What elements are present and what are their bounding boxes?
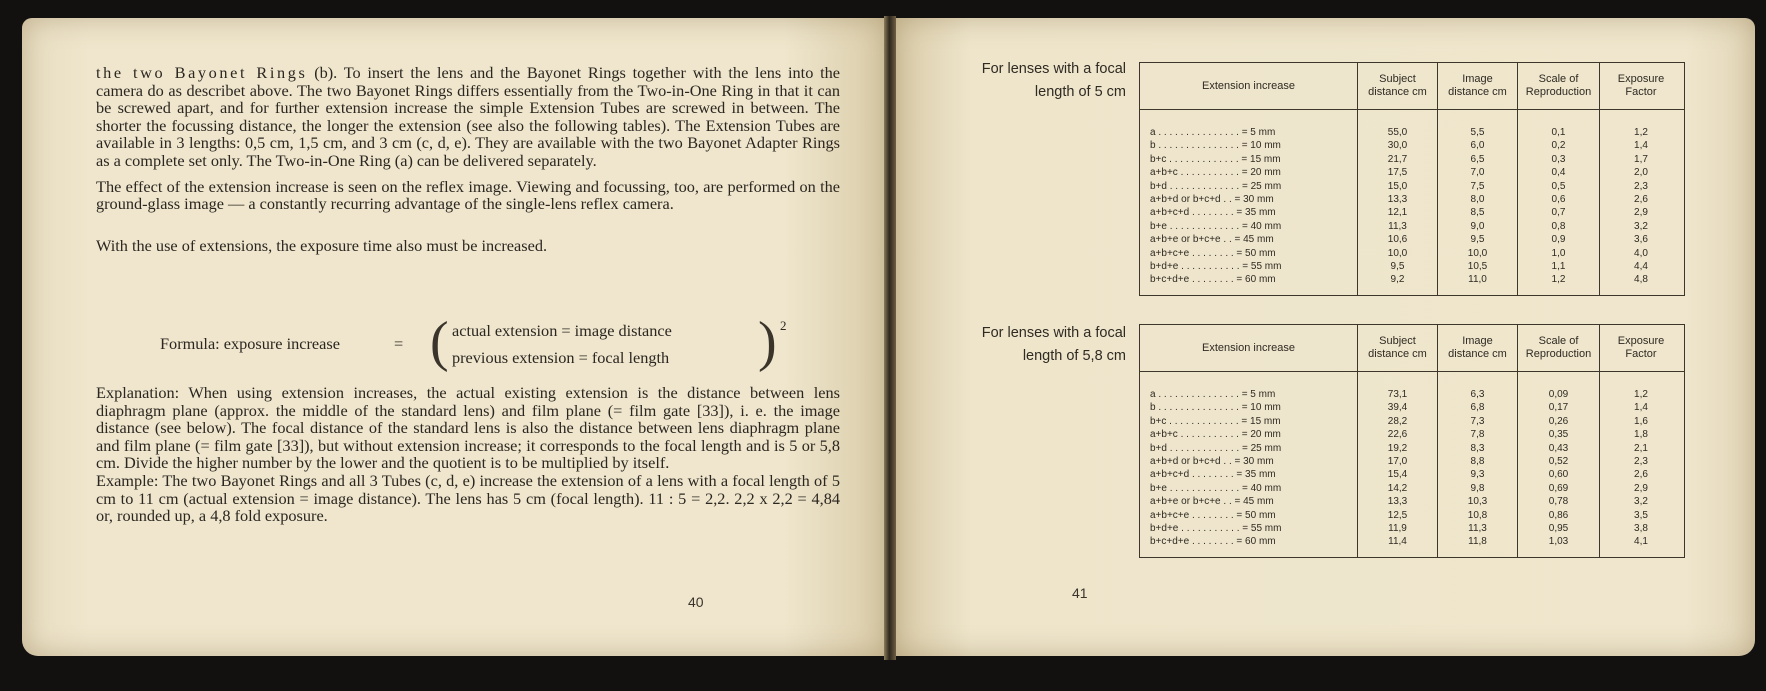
table-cell: 13,3 bbox=[1387, 496, 1408, 508]
header-subject: Subject distance cm bbox=[1368, 335, 1427, 360]
table-cell: 1,2 bbox=[1634, 127, 1648, 138]
table-cell: a+b+d or b+c+d . . = 30 mm bbox=[1150, 193, 1274, 205]
table-cell: 0,1 bbox=[1551, 127, 1566, 138]
table-cell: 0,69 bbox=[1548, 482, 1569, 494]
table-cell: a+b+d or b+c+d . . = 30 mm bbox=[1150, 455, 1274, 467]
paragraph-explanation: Explanation: When using extension increases, the actual existing extension is the distance between lens diaphragm plane (approx. the middle of the standard lens) and film plane (= film gate [33]), i. e. the image distance (see below). The focal distance of the standard lens is also the distance between lens diaphragm plane and film plane (= film gate [33]), but without extension increase; it corresponds to the focal length and is 5 or 5,8 cm. Divide the higher number by the lower and the quotient is to be multiplied by itself. bbox=[96, 383, 840, 473]
table-cell: 1,2 bbox=[1551, 274, 1566, 286]
table-cell: a+b+c+d . . . . . . . . = 35 mm bbox=[1150, 207, 1276, 219]
caption-line-1: For lenses with a focal bbox=[981, 325, 1126, 341]
table-body bbox=[1140, 110, 1684, 295]
table-cell: 13,3 bbox=[1387, 193, 1408, 205]
header-image: Image distance cm bbox=[1448, 335, 1507, 360]
left-page-body-lower bbox=[96, 384, 840, 525]
table-cell: 12,5 bbox=[1387, 509, 1408, 521]
table-cell: 1,4 bbox=[1634, 140, 1648, 152]
table-cell: 30,0 bbox=[1387, 140, 1408, 152]
table-cell: 0,60 bbox=[1548, 469, 1569, 481]
formula-exponent: 2 bbox=[780, 318, 787, 333]
table-cell: 9,8 bbox=[1470, 482, 1485, 494]
table-cell: 3,6 bbox=[1634, 234, 1648, 246]
table-cell: 1,2 bbox=[1634, 389, 1648, 400]
table-cell: 3,2 bbox=[1634, 220, 1648, 232]
table-cell: 7,3 bbox=[1470, 415, 1485, 427]
book-gutter bbox=[884, 16, 896, 660]
column-extension bbox=[1140, 372, 1358, 557]
table-cell: 8,0 bbox=[1470, 193, 1485, 205]
table-cell: b . . . . . . . . . . . . . . . = 10 mm bbox=[1150, 140, 1281, 152]
table-cell: 4,1 bbox=[1634, 536, 1648, 548]
table-cell: 11,3 bbox=[1468, 522, 1487, 534]
table-cell: 4,4 bbox=[1634, 260, 1648, 272]
table-cell: 0,4 bbox=[1551, 167, 1566, 179]
table-cell: b+d+e . . . . . . . . . . . = 55 mm bbox=[1150, 522, 1282, 534]
formula-label: Formula: exposure increase bbox=[160, 334, 340, 353]
table-caption-5-8cm bbox=[946, 322, 1126, 368]
paragraph-bayonet-rings-text: (b). To insert the lens and the Bayonet Rings together with the lens into the camera do as describet above. The two Bayonet Rings differs essentially from the Two-in-One Ring in that it can be screwed apart, and for further extension increase the simple Extension Tubes are screwed in between. The shorter the focussing distance, the longer the extension (see also the following tables). The Extension Tubes are available in 3 lengths: 0,5 cm, 1,5 cm, and 3 cm (c, d, e). They are available with the two Bayonet Adapter Rings as a complete set only. The Two-in-One Ring (a) can be delivered separately. bbox=[96, 63, 840, 170]
left-page-body bbox=[96, 64, 840, 262]
table-cell: 0,09 bbox=[1548, 389, 1569, 400]
table-cell: b+d+e . . . . . . . . . . . = 55 mm bbox=[1150, 260, 1282, 272]
paragraph-example: Example: The two Bayonet Rings and all 3 Tubes (c, d, e) increase the extension of a lens with a focal length of 5 cm to 11 cm (actual extension = image distance). The lens has 5 cm (focal length). 11 : 5 = 2,2. 2,2 x 2,2 = 4,84 or, rounded up, a 4,8 fold exposure. bbox=[96, 470, 840, 526]
header-scale: Scale of Reproduction bbox=[1525, 335, 1592, 360]
right-paren-glyph: ) bbox=[758, 311, 777, 373]
table-cell: b+d . . . . . . . . . . . . . = 25 mm bbox=[1150, 180, 1282, 192]
table-cell: 2,9 bbox=[1634, 482, 1648, 494]
header-image: Image distance cm bbox=[1448, 73, 1507, 98]
table-cell: 2,0 bbox=[1634, 167, 1648, 179]
table-caption-5cm bbox=[946, 58, 1126, 104]
table-cell: 10,6 bbox=[1387, 234, 1408, 246]
table-cell: 6,5 bbox=[1470, 153, 1485, 165]
table-cell: 3,5 bbox=[1634, 509, 1648, 521]
left-paren-glyph: ( bbox=[430, 311, 449, 373]
table-cell: 10,0 bbox=[1387, 247, 1408, 259]
column-subject bbox=[1358, 372, 1438, 557]
header-subject: Subject distance cm bbox=[1368, 73, 1427, 98]
table-cell: 6,3 bbox=[1470, 389, 1485, 400]
table-cell: 10,3 bbox=[1467, 496, 1488, 508]
table-cell: 12,1 bbox=[1387, 207, 1408, 219]
table-header bbox=[1140, 325, 1684, 372]
table-cell: 7,8 bbox=[1470, 429, 1485, 441]
table-cell: 19,2 bbox=[1387, 442, 1408, 454]
table-cell: b+c+d+e . . . . . . . . = 60 mm bbox=[1150, 536, 1276, 548]
table-cell: 0,86 bbox=[1548, 509, 1569, 521]
table-cell: 9,2 bbox=[1390, 274, 1405, 286]
extension-table-5-8cm bbox=[1139, 324, 1685, 558]
paragraph-reflex-image: The effect of the extension increase is seen on the reflex image. Viewing and focussing, too, are performed on the ground-glass image — a constantly recurring advantage of the single-lens reflex camera. bbox=[96, 176, 840, 214]
table-cell: 3,8 bbox=[1634, 522, 1648, 534]
table-cell: 1,03 bbox=[1548, 536, 1569, 548]
table-cell: 2,3 bbox=[1634, 455, 1648, 467]
table-cell: b+c . . . . . . . . . . . . . = 15 mm bbox=[1150, 153, 1281, 165]
table-cell: 10,8 bbox=[1467, 509, 1488, 521]
page-number-right: 41 bbox=[1072, 585, 1088, 601]
column-extension bbox=[1140, 110, 1358, 295]
caption-line-2: length of 5,8 cm bbox=[1022, 348, 1126, 364]
table-cell: 1,7 bbox=[1634, 153, 1648, 165]
table-cell: 2,6 bbox=[1634, 193, 1648, 205]
formula-numerator: actual extension = image distance bbox=[452, 321, 672, 340]
spaced-intro: the two Bayonet Rings bbox=[96, 63, 308, 82]
table-cell: 1,1 bbox=[1551, 260, 1566, 272]
table-cell: 0,95 bbox=[1548, 522, 1569, 534]
header-extension: Extension increase bbox=[1202, 341, 1295, 354]
table-cell: a . . . . . . . . . . . . . . . = 5 mm bbox=[1150, 389, 1276, 400]
table-cell: 5,5 bbox=[1470, 127, 1485, 138]
caption-line-1: For lenses with a focal bbox=[981, 61, 1126, 77]
header-exposure: Exposure Factor bbox=[1617, 335, 1665, 360]
table-cell: 0,9 bbox=[1551, 234, 1566, 246]
column-scale bbox=[1518, 372, 1600, 557]
column-subject bbox=[1358, 110, 1438, 295]
table-cell: 11,8 bbox=[1468, 536, 1487, 548]
table-header bbox=[1140, 63, 1684, 110]
header-scale: Scale of Reproduction bbox=[1525, 73, 1592, 98]
formula-denominator: previous extension = focal length bbox=[452, 348, 670, 367]
table-cell: a+b+c+e . . . . . . . . = 50 mm bbox=[1150, 247, 1276, 259]
table-cell: a+b+c . . . . . . . . . . . = 20 mm bbox=[1150, 167, 1281, 179]
table-cell: 0,78 bbox=[1548, 496, 1569, 508]
column-image bbox=[1438, 372, 1518, 557]
paragraph-bayonet-rings bbox=[96, 64, 840, 170]
table-cell: 11,0 bbox=[1468, 274, 1487, 286]
table-cell: 9,5 bbox=[1470, 234, 1485, 246]
table-cell: b+d . . . . . . . . . . . . . = 25 mm bbox=[1150, 442, 1282, 454]
table-cell: 0,26 bbox=[1548, 415, 1569, 427]
table-cell: 0,43 bbox=[1548, 442, 1569, 454]
table-cell: 1,8 bbox=[1634, 429, 1648, 441]
table-cell: 0,6 bbox=[1551, 193, 1566, 205]
table-cell: 1,6 bbox=[1634, 415, 1648, 427]
table-cell: 2,6 bbox=[1634, 469, 1648, 481]
table-cell: 11,9 bbox=[1388, 522, 1407, 534]
table-cell: a+b+e or b+c+e . . = 45 mm bbox=[1150, 496, 1274, 508]
table-cell: 0,8 bbox=[1551, 220, 1566, 232]
table-cell: 1,0 bbox=[1551, 247, 1566, 259]
extension-table-5cm bbox=[1139, 62, 1685, 296]
table-cell: 28,2 bbox=[1387, 415, 1408, 427]
table-cell: 9,3 bbox=[1470, 469, 1485, 481]
table-cell: a . . . . . . . . . . . . . . . = 5 mm bbox=[1150, 127, 1276, 138]
table-cell: 11,4 bbox=[1388, 536, 1407, 548]
header-extension: Extension increase bbox=[1202, 79, 1295, 92]
table-cell: 3,2 bbox=[1634, 496, 1648, 508]
table-cell: 6,8 bbox=[1470, 402, 1485, 414]
column-exposure bbox=[1600, 372, 1682, 557]
column-exposure bbox=[1600, 110, 1682, 295]
column-image bbox=[1438, 110, 1518, 295]
table-cell: a+b+c+d . . . . . . . . = 35 mm bbox=[1150, 469, 1276, 481]
table-cell: 0,2 bbox=[1551, 140, 1566, 152]
table-cell: b+e . . . . . . . . . . . . . = 40 mm bbox=[1150, 482, 1282, 494]
table-cell: 6,0 bbox=[1470, 140, 1485, 152]
formula-equals: = bbox=[394, 334, 404, 353]
table-cell: b . . . . . . . . . . . . . . . = 10 mm bbox=[1150, 402, 1281, 414]
table-cell: 9,0 bbox=[1470, 220, 1485, 232]
header-exposure: Exposure Factor bbox=[1617, 73, 1665, 98]
table-cell: 9,5 bbox=[1390, 260, 1405, 272]
table-body bbox=[1140, 372, 1684, 557]
table-cell: 55,0 bbox=[1387, 127, 1408, 138]
table-cell: 7,0 bbox=[1470, 167, 1485, 179]
table-cell: 14,2 bbox=[1387, 482, 1408, 494]
table-cell: 2,3 bbox=[1634, 180, 1648, 192]
table-cell: 7,5 bbox=[1470, 180, 1485, 192]
table-cell: 0,52 bbox=[1548, 455, 1569, 467]
table-cell: 21,7 bbox=[1387, 153, 1408, 165]
table-cell: 4,0 bbox=[1634, 247, 1648, 259]
table-cell: 8,3 bbox=[1470, 442, 1485, 454]
table-cell: 8,8 bbox=[1470, 455, 1485, 467]
table-cell: a+b+e or b+c+e . . = 45 mm bbox=[1150, 234, 1274, 246]
column-scale bbox=[1518, 110, 1600, 295]
table-cell: 0,17 bbox=[1548, 402, 1569, 414]
table-cell: 2,1 bbox=[1634, 442, 1648, 454]
table-cell: a+b+c+e . . . . . . . . = 50 mm bbox=[1150, 509, 1276, 521]
table-cell: 2,9 bbox=[1634, 207, 1648, 219]
page-number-left: 40 bbox=[688, 594, 704, 610]
paragraph-exposure-time: With the use of extensions, the exposure time also must be increased. bbox=[96, 235, 548, 255]
table-cell: 1,4 bbox=[1634, 402, 1648, 414]
table-cell: 22,6 bbox=[1387, 429, 1408, 441]
table-cell: 17,0 bbox=[1387, 455, 1408, 467]
table-cell: 0,5 bbox=[1551, 180, 1566, 192]
table-cell: 0,7 bbox=[1551, 207, 1566, 219]
table-cell: 4,8 bbox=[1634, 274, 1648, 286]
table-cell: a+b+c . . . . . . . . . . . = 20 mm bbox=[1150, 429, 1281, 441]
table-cell: 17,5 bbox=[1387, 167, 1408, 179]
table-cell: 15,0 bbox=[1387, 180, 1408, 192]
table-cell: 15,4 bbox=[1387, 469, 1408, 481]
table-cell: 0,35 bbox=[1548, 429, 1569, 441]
caption-line-2: length of 5 cm bbox=[1034, 84, 1126, 100]
table-cell: 73,1 bbox=[1387, 389, 1408, 400]
table-cell: 8,5 bbox=[1470, 207, 1485, 219]
table-cell: b+c+d+e . . . . . . . . = 60 mm bbox=[1150, 274, 1276, 286]
exposure-formula bbox=[160, 311, 800, 374]
table-cell: 10,5 bbox=[1467, 260, 1488, 272]
table-cell: 39,4 bbox=[1387, 402, 1408, 414]
table-cell: b+e . . . . . . . . . . . . . = 40 mm bbox=[1150, 220, 1282, 232]
table-cell: 10,0 bbox=[1467, 247, 1488, 259]
table-cell: 11,3 bbox=[1388, 220, 1407, 232]
table-cell: 0,3 bbox=[1551, 153, 1566, 165]
table-cell: b+c . . . . . . . . . . . . . = 15 mm bbox=[1150, 415, 1281, 427]
